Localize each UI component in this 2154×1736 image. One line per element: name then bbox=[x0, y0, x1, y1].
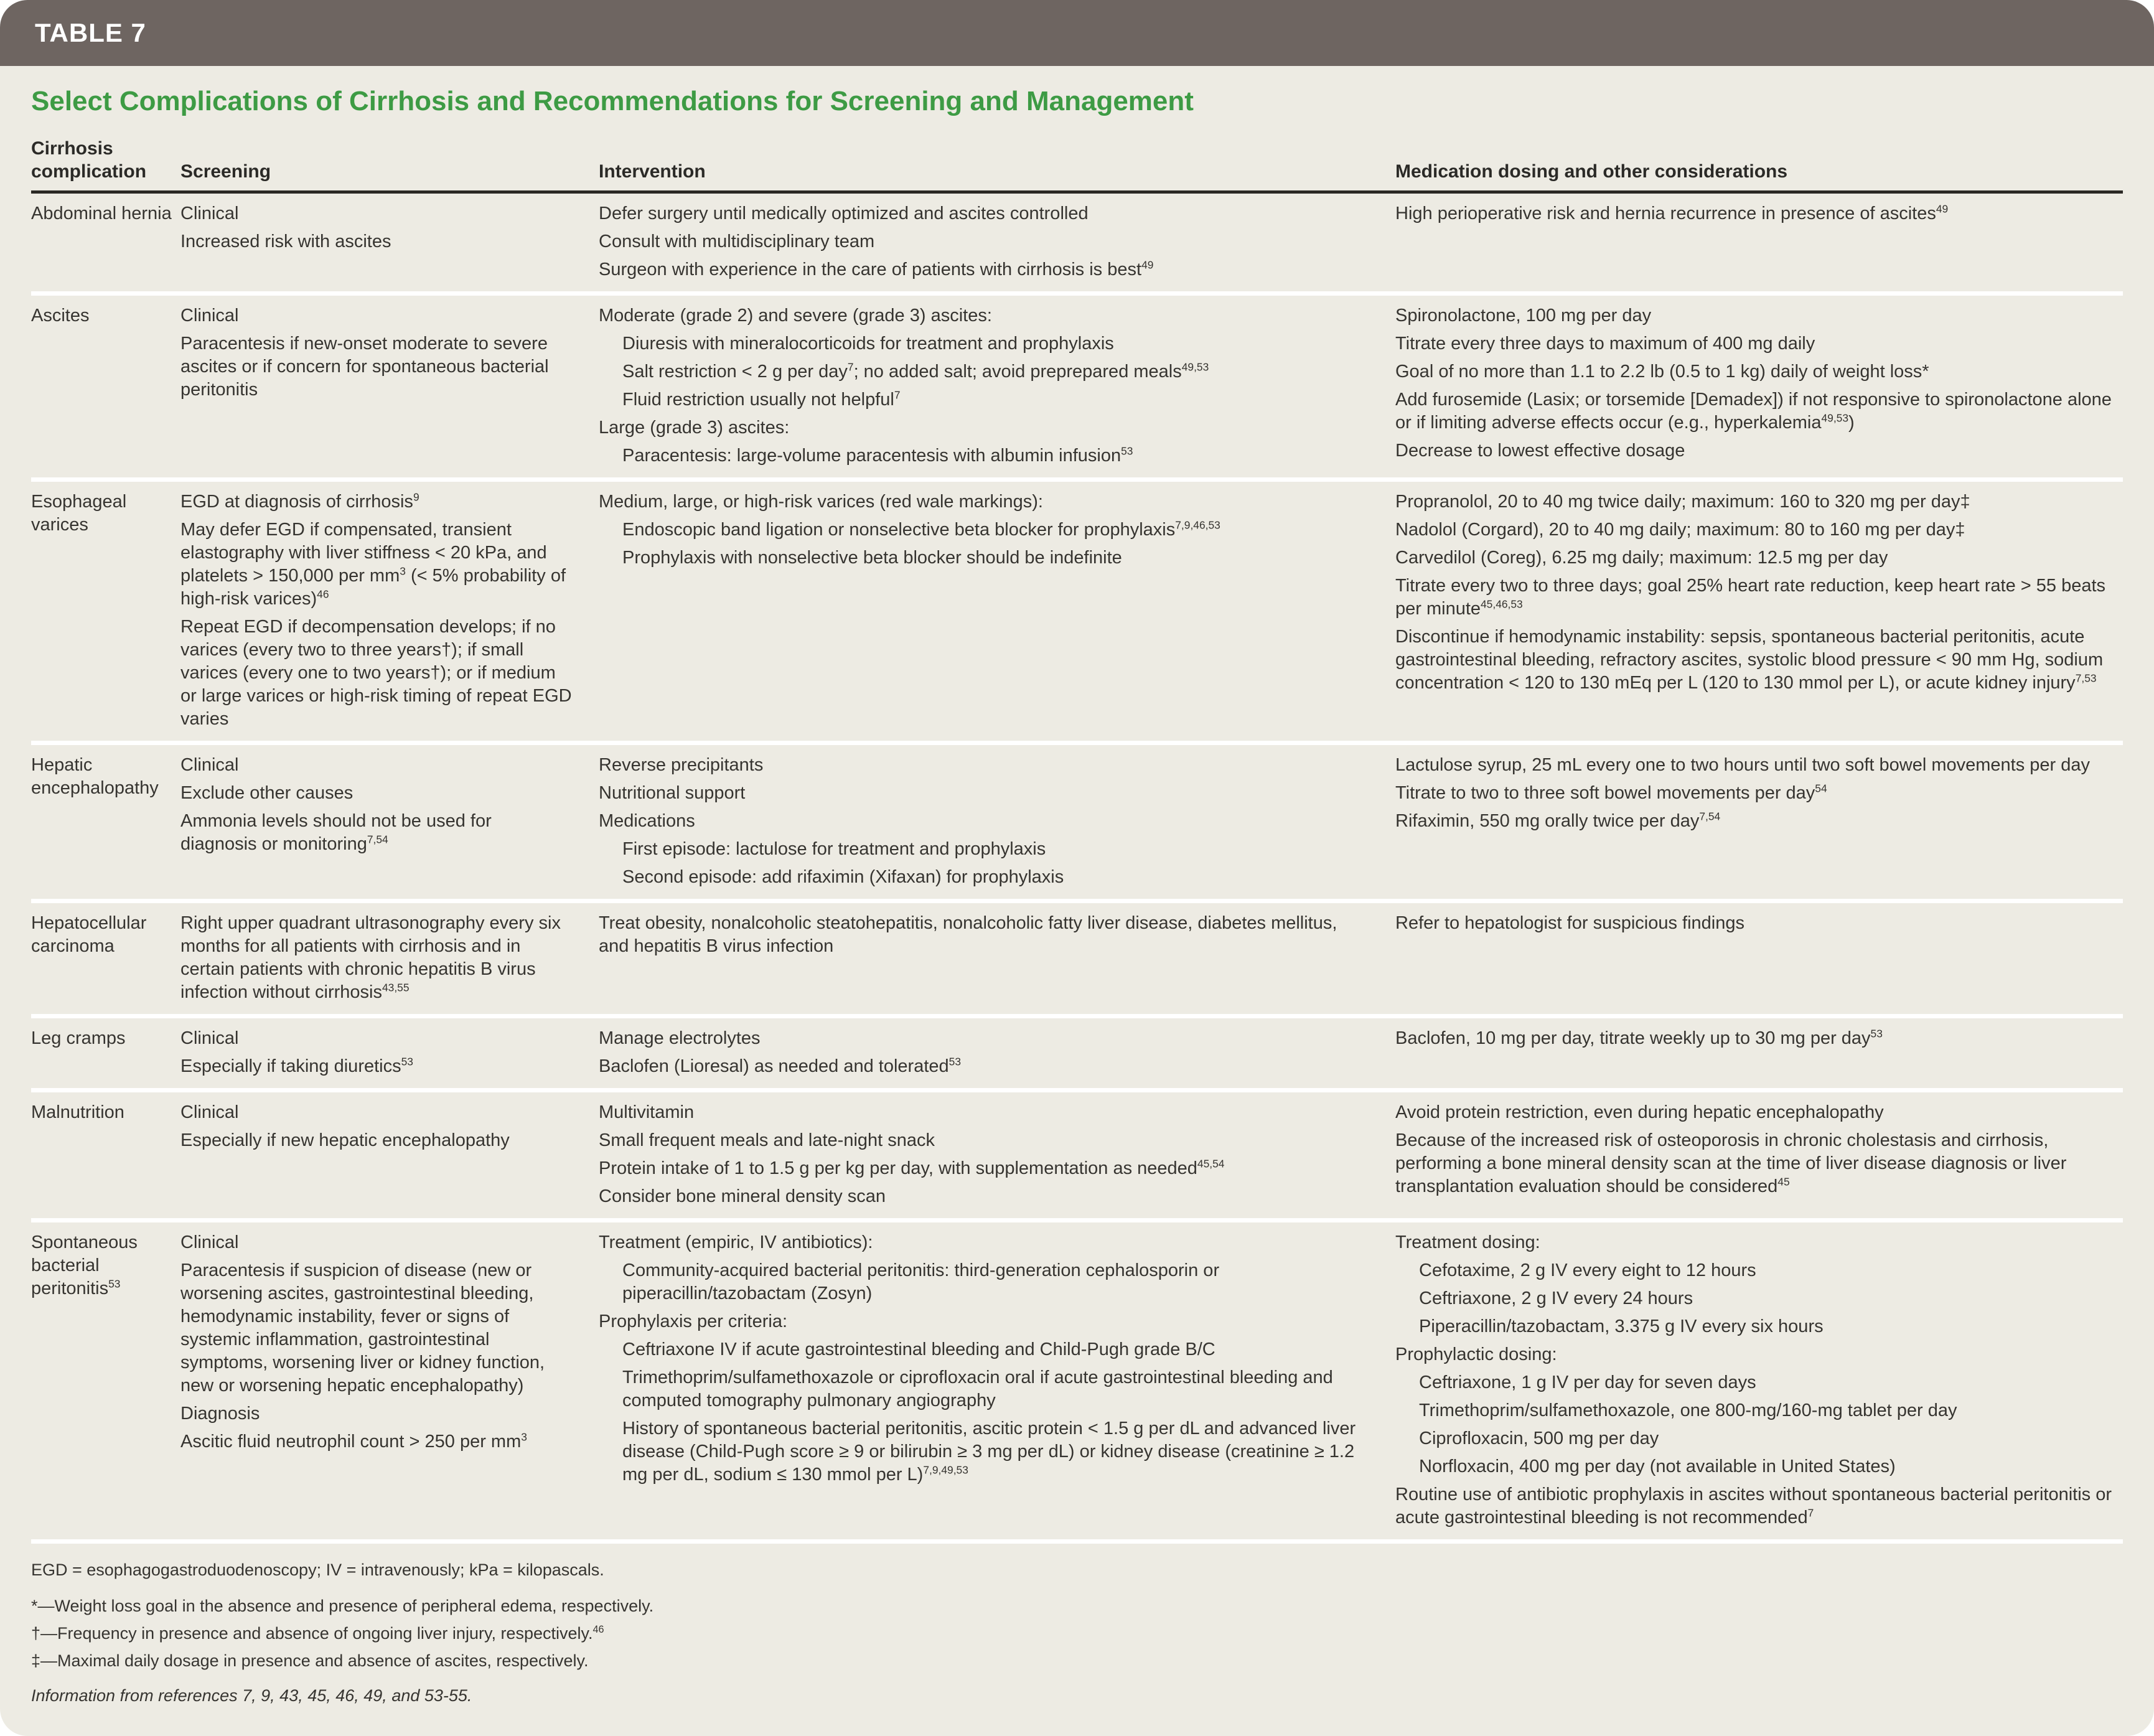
cell-paragraph: Small frequent meals and late-night snack bbox=[599, 1130, 935, 1150]
cell-intervention bbox=[599, 754, 1395, 889]
cell-screening bbox=[180, 754, 599, 889]
cell-complication bbox=[31, 754, 180, 889]
reference-superscript: 49,53 bbox=[1181, 360, 1209, 373]
cell-paragraph: Titrate to two to three soft bowel movements per day$^{54}$ bbox=[1395, 782, 1827, 803]
table-number-bar bbox=[0, 0, 2154, 66]
footnotes bbox=[31, 1539, 2123, 1719]
reference-superscript: 49 bbox=[1141, 258, 1154, 271]
reference-superscript: 54 bbox=[1815, 782, 1827, 795]
reference-superscript: 53 bbox=[108, 1277, 121, 1290]
cell-medication bbox=[1395, 1231, 2123, 1529]
cell-paragraph: Treatment dosing: bbox=[1395, 1232, 1540, 1252]
cell-paragraph: Baclofen, 10 mg per day, titrate weekly up to 30 mg per day$^{53}$ bbox=[1395, 1027, 1883, 1048]
cell-paragraph: Refer to hepatologist for suspicious findings bbox=[1395, 913, 1744, 933]
table-row bbox=[31, 741, 2123, 899]
cell-paragraph: Ascites bbox=[31, 306, 90, 326]
cell-paragraph: First episode: lactulose for treatment and prophylaxis bbox=[622, 839, 1046, 859]
cell-paragraph: Surgeon with experience in the care of patients with cirrhosis is best$^{49}$ bbox=[599, 258, 1154, 279]
cell-paragraph: Add furosemide (Lasix; or torsemide [Demadex]) if not responsive to spironolactone alone or if limiting adverse effects occur (e.g., hyperkalemia$^{49,53}$) bbox=[1395, 390, 2112, 433]
cell-paragraph: Diagnosis bbox=[180, 1404, 260, 1424]
reference-superscript: 7 bbox=[894, 388, 901, 401]
reference-superscript: 49,53 bbox=[1821, 411, 1849, 425]
footnote-symbol: *—Weight loss goal in the absence and presence of peripheral edema, respectively. bbox=[31, 1597, 654, 1615]
cell-paragraph: Paracentesis: large-volume paracentesis with albumin infusion$^{53}$ bbox=[622, 444, 1133, 466]
cell-screening bbox=[180, 304, 599, 467]
symbol-notes bbox=[31, 1595, 2123, 1672]
reference-superscript: 46 bbox=[592, 1624, 604, 1635]
cell-paragraph: Right upper quadrant ultrasonography every six months for all patients with cirrhosis and in certain patients with chronic hepatitis B virus infection without cirrhosis$^{43,55}$ bbox=[180, 913, 561, 1002]
cell-paragraph: Paracentesis if suspicion of disease (new or worsening ascites, gastrointestinal bleeding, hemodynamic instability, fever or signs of systemic inflammation, gastrointestinal symptoms, worsening liver or kidney function, new or worsening hepatic encephalopathy) bbox=[180, 1260, 545, 1396]
cell-complication bbox=[31, 1027, 180, 1078]
cell-complication bbox=[31, 1231, 180, 1529]
cell-medication bbox=[1395, 1027, 2123, 1078]
reference-superscript: 53 bbox=[401, 1055, 413, 1068]
cell-paragraph: Cefotaxime, 2 g IV every eight to 12 hours bbox=[1419, 1260, 1756, 1280]
cell-medication bbox=[1395, 304, 2123, 467]
cell-paragraph: Especially if taking diuretics$^{53}$ bbox=[180, 1055, 413, 1076]
column-header-medication: Medication dosing and other considerations bbox=[1395, 161, 1788, 182]
cell-paragraph: Avoid protein restriction, even during hepatic encephalopathy bbox=[1395, 1102, 1884, 1122]
cell-paragraph: Titrate every two to three days; goal 25% heart rate reduction, keep heart rate > 55 beats per minute$^{45,46,53}$ bbox=[1395, 576, 2106, 619]
cell-medication bbox=[1395, 490, 2123, 731]
cell-screening bbox=[180, 1027, 599, 1078]
table-body bbox=[31, 194, 2123, 1539]
cell-paragraph: Discontinue if hemodynamic instability: sepsis, spontaneous bacterial peritonitis, acute gastrointestinal bleeding, refractory ascites, systolic blood pressure < 90 mm Hg, sodium concentration < 120 to 130 mEq per L (120 to 130 mmol per L), or acute kidney injury$^{7,53}$ bbox=[1395, 627, 2104, 693]
table-row bbox=[31, 1014, 2123, 1088]
table-row bbox=[31, 1088, 2123, 1218]
cell-paragraph: Hepatic encephalopathy bbox=[31, 755, 159, 798]
cell-paragraph: Ceftriaxone, 1 g IV per day for seven days bbox=[1419, 1372, 1756, 1392]
reference-superscript: 7,9,49,53 bbox=[923, 1463, 968, 1476]
cell-paragraph: Treat obesity, nonalcoholic steatohepatitis, nonalcoholic fatty liver disease, diabetes mellitus, and hepatitis B virus infection bbox=[599, 913, 1337, 956]
cell-paragraph: Especially if new hepatic encephalopathy bbox=[180, 1130, 510, 1150]
cell-paragraph: Titrate every three days to maximum of 400 mg daily bbox=[1395, 334, 1815, 354]
cell-intervention bbox=[599, 912, 1395, 1004]
cell-screening bbox=[180, 912, 599, 1004]
table-header-row bbox=[31, 137, 2123, 183]
cell-paragraph: Exclude other causes bbox=[180, 783, 354, 803]
cell-paragraph: Diuresis with mineralocorticoids for treatment and prophylaxis bbox=[622, 334, 1114, 354]
source-note: Information from references 7, 9, 43, 45, 46, 49, and 53-55. bbox=[31, 1686, 472, 1705]
cell-paragraph: Treatment (empiric, IV antibiotics): bbox=[599, 1232, 873, 1252]
reference-superscript: 49 bbox=[1936, 202, 1949, 215]
column-header-complication: Cirrhosis complication bbox=[31, 138, 147, 182]
cell-paragraph: Fluid restriction usually not helpful$^7$ bbox=[622, 388, 901, 410]
cell-paragraph: May defer EGD if compensated, transient elastography with liver stiffness < 20 kPa, and platelets > 150,000 per $mm^3$ (< 5% probability of high-risk varices)$^{46}$ bbox=[180, 520, 566, 609]
abbreviations-note: EGD = esophagogastroduodenoscopy; IV = intravenously; kPa = kilopascals. bbox=[31, 1560, 604, 1579]
cell-intervention bbox=[599, 1231, 1395, 1529]
cell-medication bbox=[1395, 202, 2123, 281]
cell-paragraph: Defer surgery until medically optimized and ascites controlled bbox=[599, 204, 1089, 223]
cell-paragraph: Trimethoprim/sulfamethoxazole, one 800-mg/160-mg tablet per day bbox=[1419, 1401, 1957, 1420]
cell-intervention bbox=[599, 202, 1395, 281]
cell-paragraph: Ceftriaxone, 2 g IV every 24 hours bbox=[1419, 1288, 1693, 1308]
reference-superscript: 7 bbox=[847, 360, 854, 373]
cell-paragraph: Spontaneous bacterial peritonitis$^{53}$ bbox=[31, 1232, 138, 1298]
reference-superscript: 45,46,53 bbox=[1481, 598, 1523, 611]
cell-paragraph: Baclofen (Lioresal) as needed and tolerated$^{53}$ bbox=[599, 1055, 961, 1076]
cell-paragraph: Goal of no more than 1.1 to 2.2 lb (0.5 to 1 kg) daily of weight loss* bbox=[1395, 362, 1929, 382]
reference-superscript: 43,55 bbox=[382, 981, 410, 994]
cell-paragraph: Large (grade 3) ascites: bbox=[599, 418, 790, 438]
cell-complication bbox=[31, 912, 180, 1004]
cell-paragraph: Consult with multidisciplinary team bbox=[599, 232, 875, 251]
cell-screening bbox=[180, 1101, 599, 1208]
cell-paragraph: EGD at diagnosis of cirrhosis$^9$ bbox=[180, 490, 419, 512]
cell-intervention bbox=[599, 1027, 1395, 1078]
cell-paragraph: Clinical bbox=[180, 204, 239, 223]
cell-paragraph: Ascitic fluid neutrophil count > 250 per $mm^3$ bbox=[180, 1430, 527, 1452]
reference-superscript: 7,53 bbox=[2075, 672, 2097, 685]
cell-paragraph: Medications bbox=[599, 811, 695, 831]
cell-paragraph: Prophylaxis with nonselective beta blocker should be indefinite bbox=[622, 548, 1122, 568]
reference-superscript: 7,54 bbox=[1699, 810, 1721, 823]
cell-paragraph: Nadolol (Corgard), 20 to 40 mg daily; maximum: 80 to 160 mg per day‡ bbox=[1395, 520, 1965, 540]
cell-paragraph: Nutritional support bbox=[599, 783, 746, 803]
table-title: Select Complications of Cirrhosis and Recommendations for Screening and Management bbox=[31, 86, 1194, 116]
cell-medication bbox=[1395, 912, 2123, 1004]
cell-paragraph: Moderate (grade 2) and severe (grade 3) ascites: bbox=[599, 306, 992, 326]
cell-paragraph: Carvedilol (Coreg), 6.25 mg daily; maximum: 12.5 mg per day bbox=[1395, 548, 1888, 568]
reference-superscript: 45,54 bbox=[1197, 1157, 1225, 1170]
cell-paragraph: Ceftriaxone IV if acute gastrointestinal bleeding and Child-Pugh grade B/C bbox=[622, 1340, 1215, 1359]
reference-superscript: 3 bbox=[400, 565, 406, 578]
reference-superscript: 53 bbox=[1870, 1027, 1883, 1040]
cell-paragraph: Ciprofloxacin, 500 mg per day bbox=[1419, 1429, 1659, 1448]
cell-paragraph: Spironolactone, 100 mg per day bbox=[1395, 306, 1652, 326]
cell-paragraph: Hepatocellular carcinoma bbox=[31, 913, 147, 956]
cell-paragraph: Second episode: add rifaximin (Xifaxan) for prophylaxis bbox=[622, 867, 1064, 887]
cell-paragraph: Clinical bbox=[180, 1102, 239, 1122]
cell-paragraph: Ammonia levels should not be used for diagnosis or monitoring$^{7,54}$ bbox=[180, 811, 492, 854]
cell-paragraph: Community-acquired bacterial peritonitis: third-generation cephalosporin or piperacillin/tazobactam (Zosyn) bbox=[622, 1260, 1220, 1303]
cell-complication bbox=[31, 304, 180, 467]
reference-superscript: 3 bbox=[521, 1430, 527, 1443]
cell-paragraph: Norfloxacin, 400 mg per day (not available in United States) bbox=[1419, 1457, 1896, 1476]
cell-paragraph: Salt restriction < 2 g per day$^7$; no added salt; avoid preprepared meals$^{49,53}$ bbox=[622, 360, 1209, 382]
footnote-symbol: †—Frequency in presence and absence of ongoing liver injury, respectively.$^{46}$ bbox=[31, 1624, 604, 1643]
cell-paragraph: Reverse precipitants bbox=[599, 755, 764, 775]
table-row bbox=[31, 477, 2123, 741]
reference-superscript: 7,9,46,53 bbox=[1175, 518, 1220, 532]
cell-complication bbox=[31, 202, 180, 281]
cell-paragraph: High perioperative risk and hernia recurrence in presence of ascites$^{49}$ bbox=[1395, 202, 1949, 223]
cell-paragraph: Increased risk with ascites bbox=[180, 232, 391, 251]
cell-intervention bbox=[599, 490, 1395, 731]
cell-complication bbox=[31, 1101, 180, 1208]
cell-paragraph: Multivitamin bbox=[599, 1102, 695, 1122]
table-number-label: TABLE 7 bbox=[35, 18, 146, 47]
cell-paragraph: Trimethoprim/sulfamethoxazole or ciprofloxacin oral if acute gastrointestinal bleeding and computed tomography pulmonary angiography bbox=[622, 1368, 1333, 1410]
cell-screening bbox=[180, 490, 599, 731]
cell-medication bbox=[1395, 754, 2123, 889]
cell-paragraph: Clinical bbox=[180, 1232, 239, 1252]
cell-paragraph: Clinical bbox=[180, 755, 239, 775]
column-header-screening: Screening bbox=[180, 161, 271, 182]
cell-paragraph: Prophylaxis per criteria: bbox=[599, 1311, 787, 1331]
cell-paragraph: Manage electrolytes bbox=[599, 1028, 761, 1048]
table-row bbox=[31, 1218, 2123, 1539]
reference-superscript: 45 bbox=[1777, 1175, 1790, 1188]
cell-paragraph: History of spontaneous bacterial peritonitis, ascitic protein < 1.5 g per dL and advanced liver disease (Child-Pugh score ≥ 9 or bilirubin ≥ 3 mg per dL) or kidney disease (creatinine ≥ 1.2 mg per dL, sodium ≤ 130 mmol per L)$^{7,9,49,53}$ bbox=[622, 1419, 1356, 1485]
cell-paragraph: Because of the increased risk of osteoporosis in chronic cholestasis and cirrhosis, performing a bone mineral density scan at the time of liver disease diagnosis or liver transplantation evaluation should be considered$^{45}$ bbox=[1395, 1130, 2067, 1196]
reference-superscript: 46 bbox=[317, 588, 329, 601]
reference-superscript: 9 bbox=[413, 490, 419, 504]
cell-paragraph: Paracentesis if new-onset moderate to severe ascites or if concern for spontaneous bacterial peritonitis bbox=[180, 334, 549, 400]
cell-paragraph: Malnutrition bbox=[31, 1102, 124, 1122]
footnote-symbol: ‡—Maximal daily dosage in presence and absence of ascites, respectively. bbox=[31, 1651, 589, 1670]
cell-paragraph: Repeat EGD if decompensation develops; if no varices (every two to three years†); if small varices (every one to two years†); or if medium or large varices or high-risk timing of repeat EGD varies bbox=[180, 617, 572, 729]
cell-intervention bbox=[599, 1101, 1395, 1208]
cell-paragraph: Leg cramps bbox=[31, 1028, 126, 1048]
cell-paragraph: Clinical bbox=[180, 306, 239, 326]
cell-paragraph: Routine use of antibiotic prophylaxis in ascites without spontaneous bacterial peritonitis or acute gastrointestinal bleeding is not recommended$^7$ bbox=[1395, 1485, 2112, 1527]
cell-intervention bbox=[599, 304, 1395, 467]
cell-paragraph: Piperacillin/tazobactam, 3.375 g IV every six hours bbox=[1419, 1316, 1824, 1336]
table-row bbox=[31, 899, 2123, 1014]
reference-superscript: 7 bbox=[1807, 1506, 1814, 1519]
cell-paragraph: Clinical bbox=[180, 1028, 239, 1048]
cell-paragraph: Medium, large, or high-risk varices (red wale markings): bbox=[599, 492, 1043, 512]
cell-paragraph: Endoscopic band ligation or nonselective beta blocker for prophylaxis$^{7,9,46,53}$ bbox=[622, 518, 1220, 540]
cell-paragraph: Propranolol, 20 to 40 mg twice daily; maximum: 160 to 320 mg per day‡ bbox=[1395, 492, 1970, 512]
cell-paragraph: Protein intake of 1 to 1.5 g per kg per day, with supplementation as needed$^{45,54}$ bbox=[599, 1157, 1225, 1178]
reference-superscript: 7,54 bbox=[367, 833, 388, 846]
table-row bbox=[31, 291, 2123, 477]
cell-screening bbox=[180, 1231, 599, 1529]
cell-complication bbox=[31, 490, 180, 731]
column-header-intervention: Intervention bbox=[599, 161, 706, 182]
cell-paragraph: Prophylactic dosing: bbox=[1395, 1344, 1557, 1364]
reference-superscript: 53 bbox=[1121, 444, 1133, 457]
cell-paragraph: Abdominal hernia bbox=[31, 204, 172, 223]
cell-paragraph: Lactulose syrup, 25 mL every one to two hours until two soft bowel movements per day bbox=[1395, 755, 2090, 775]
table-row bbox=[31, 194, 2123, 291]
cell-paragraph: Esophageal varices bbox=[31, 492, 127, 535]
cell-medication bbox=[1395, 1101, 2123, 1208]
cell-paragraph: Rifaximin, 550 mg orally twice per day$^{7,54}$ bbox=[1395, 810, 1721, 831]
reference-superscript: 53 bbox=[948, 1055, 961, 1068]
cell-paragraph: Decrease to lowest effective dosage bbox=[1395, 441, 1685, 461]
table-card bbox=[0, 66, 2154, 1736]
cell-paragraph: Consider bone mineral density scan bbox=[599, 1186, 886, 1206]
cell-screening bbox=[180, 202, 599, 281]
